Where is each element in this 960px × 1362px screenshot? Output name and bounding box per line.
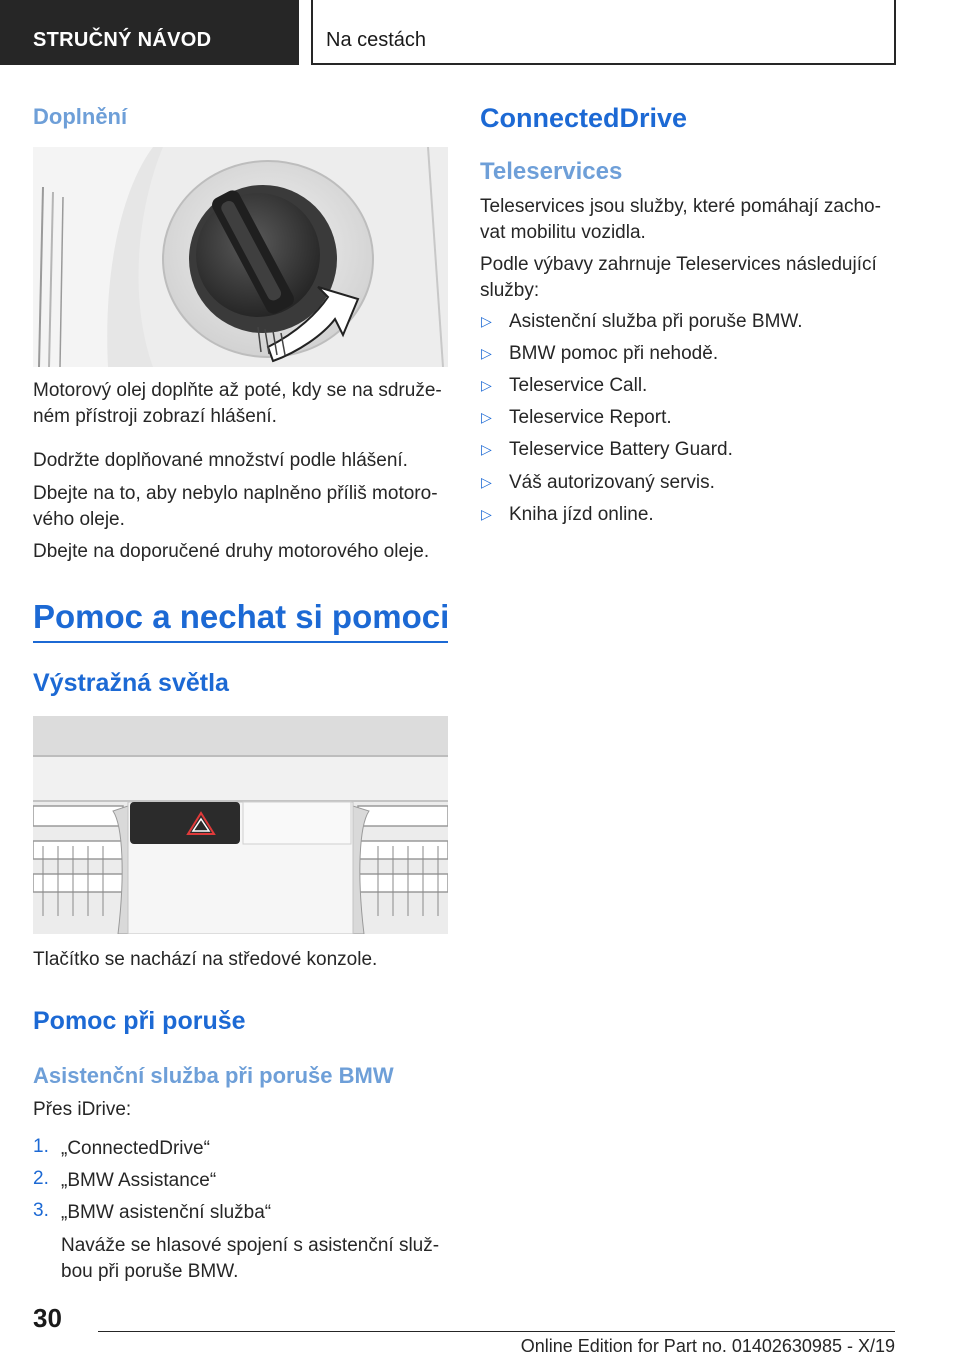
teleservices-paragraph-1-line-2: vat mobilitu vozidla. — [480, 222, 646, 243]
refill-paragraph-3-line-2: vého oleje. — [33, 509, 125, 530]
service-list-item: Asistenční služba při poruše BMW. — [509, 311, 803, 332]
teleservices-heading: Teleservices — [480, 158, 623, 185]
header-section-tab — [0, 0, 299, 65]
breakdown-heading: Pomoc při poruše — [33, 1007, 246, 1035]
bullet-triangle-icon: ▷ — [481, 377, 492, 393]
step-3-note-line-2: bou při poruše BMW. — [61, 1261, 239, 1282]
service-list-item: Teleservice Report. — [509, 407, 672, 428]
service-list-item: Teleservice Battery Guard. — [509, 439, 733, 460]
assistance-intro: Přes iDrive: — [33, 1099, 132, 1120]
refill-heading: Doplnění — [33, 104, 128, 129]
edition-footer: Online Edition for Part no. 01402630985 - X/19 — [520, 1336, 895, 1356]
hazard-button-illustration — [33, 716, 448, 934]
service-list-item: Kniha jízd online. — [509, 504, 654, 525]
service-list-item: Váš autorizovaný servis. — [509, 472, 715, 493]
teleservices-paragraph-2-line-2: služby: — [480, 280, 540, 301]
step-number: 2. — [33, 1168, 49, 1189]
step-text: „BMW asistenční služba“ — [61, 1202, 272, 1223]
refill-paragraph-2: Dodržte doplňované množství podle hlášení. — [33, 450, 408, 471]
hazard-lights-heading: Výstražná světla — [33, 669, 229, 697]
connecteddrive-heading: ConnectedDrive — [480, 103, 688, 133]
refill-paragraph-4: Dbejte na doporučené druhy motorového oleje. — [33, 541, 430, 562]
bullet-triangle-icon: ▷ — [481, 409, 492, 425]
bullet-triangle-icon: ▷ — [481, 345, 492, 361]
assistance-heading: Asistenční služba při poruše BMW — [33, 1063, 394, 1088]
teleservices-paragraph-1-line-1: Teleservices jsou služby, které pomáhají zacho‐ — [480, 196, 881, 217]
step-text: „ConnectedDrive“ — [61, 1138, 210, 1159]
header-section-label: STRUČNÝ NÁVOD — [33, 29, 212, 51]
teleservices-paragraph-2-line-1: Podle výbavy zahrnuje Teleservices následující — [480, 254, 877, 275]
service-list-item: Teleservice Call. — [509, 375, 648, 396]
step-text: „BMW Assistance“ — [61, 1170, 217, 1191]
hazard-caption: Tlačítko se nachází na středové konzole. — [33, 949, 378, 970]
help-chapter-title: Pomoc a nechat si pomoci — [33, 598, 450, 635]
bullet-triangle-icon: ▷ — [481, 313, 492, 329]
bullet-triangle-icon: ▷ — [481, 474, 492, 490]
refill-paragraph-3-line-1: Dbejte na to, aby nebylo naplněno příliš motoro‐ — [33, 483, 438, 504]
service-list-item: BMW pomoc při nehodě. — [509, 343, 719, 364]
oil-filler-cap-illustration — [33, 147, 448, 367]
page-number: 30 — [33, 1303, 62, 1333]
bullet-triangle-icon: ▷ — [481, 506, 492, 522]
step-3-note-line-1: Naváže se hlasové spojení s asistenční služ‐ — [61, 1235, 440, 1256]
refill-paragraph-1-line-2: ném přístroji zobrazí hlášení. — [33, 406, 277, 427]
bullet-triangle-icon: ▷ — [481, 441, 492, 457]
header-chapter-tab — [311, 0, 896, 65]
chapter-title-rule — [33, 641, 448, 643]
step-number: 3. — [33, 1200, 49, 1221]
header-chapter-label: Na cestách — [326, 29, 427, 51]
refill-paragraph-1-line-1: Motorový olej doplňte až poté, kdy se na sdruže‐ — [33, 380, 442, 401]
footer-rule — [98, 1331, 895, 1332]
step-number: 1. — [33, 1136, 49, 1157]
